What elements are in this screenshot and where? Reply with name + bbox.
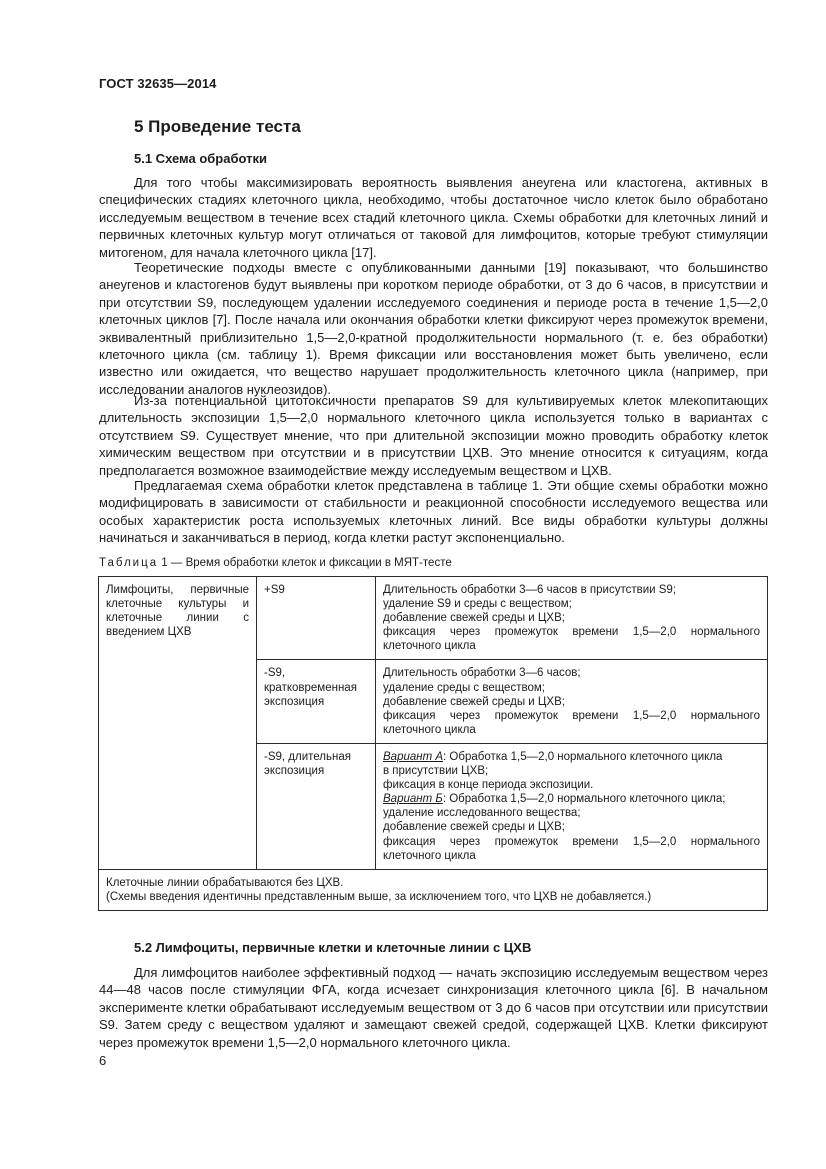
table-footer-row xyxy=(99,869,768,910)
procedure-line: удаление среды с веществом; xyxy=(383,681,545,694)
variant-a-line xyxy=(383,750,760,764)
procedure-line: фиксация в конце периода экспозиции. xyxy=(383,779,594,792)
page-number: 6 xyxy=(99,1053,107,1068)
procedure-cell xyxy=(376,743,768,869)
table-caption-label: Таблица xyxy=(99,557,159,569)
procedure-line: Длительность обработки 3—6 часов; xyxy=(383,667,581,680)
procedure-line: фиксация через промежуток времени 1,5—2,0 нормального xyxy=(383,709,760,722)
paragraph-2: Теоретические подходы вместе с опубликованными данными [19] показывают, что большинство анеугенов и кластогенов будут выявлены при коротком периоде обработки, от 3 до 6 часов, в присутствии и при отсутствии S9, последующем удалении исследуемого соединения и периоде роста в течение 1,5—2,0 клеточных циклов [7]. После начала или окончания обработки клетки фиксируют через промежуток времени, эквивалентный приблизительно 1,5—2,0-кратной продолжительности нормального (т. е. без обработки) клеточного цикла (см. таблицу 1). Время фиксации или восстановления может быть увеличено, если известно или ожидается, что вещество нарушает продолжительность клеточного цикла (например, при исследовании аналогов нуклеозидов). xyxy=(99,260,768,397)
procedure-line: клеточного цикла xyxy=(383,849,476,862)
procedure-line: в присутствии ЦХВ; xyxy=(383,765,489,778)
variant-b-line xyxy=(383,792,760,806)
variant-a-label: Вариант А xyxy=(383,750,444,763)
condition-cell: -S9, кратковременная экспозиция xyxy=(257,660,376,743)
procedure-line: клеточного цикла xyxy=(383,640,476,653)
subsection-title-5-1: 5.1 Схема обработки xyxy=(134,151,267,166)
paragraph-5: Для лимфоцитов наиболее эффективный подход — начать экспозицию исследуемым веществом через 44—48 часов после стимуляции ФГА, когда исчезает синхронизация клеточного цикла [6]. В начальном эксперименте клетки обрабатывают исследуемым веществом от 3 до 6 часов при отсутствии или присутствии S9. Затем среду с веществом удаляют и замещают свежей средой, содержащей ЦХВ. Клетки фиксируют через промежуток времени 1,5—2,0 нормального клеточного цикла. xyxy=(99,965,768,1050)
procedure-line: добавление свежей среды и ЦХВ; xyxy=(383,612,565,625)
procedure-line: удаление S9 и среды с веществом; xyxy=(383,598,572,611)
paragraph-1: Для того чтобы максимизировать вероятность выявления анеугена или кластогена, активных в специфических стадиях клеточного цикла, необходимо, чтобы достаточное число клеток было обработано исследуемым веществом в течение всех стадий клеточного цикла. Схемы обработки для клеточных линий и первичных клеточных культур могут отличаться от таковой для лимфоцитов, которые требуют стимуляции митогеном, для начала клеточного цикла [17]. xyxy=(99,175,768,260)
procedure-line: фиксация через промежуток времени 1,5—2,0 нормального xyxy=(383,626,760,639)
table-footer-line-2: (Схемы введения идентичны представленным выше, за исключением того, что ЦХВ не добавляется.) xyxy=(106,890,652,903)
procedure-line: клеточного цикла xyxy=(383,723,476,736)
row-group-label: Лимфоциты, первичные клеточные культуры и клеточные линии с введением ЦХВ xyxy=(99,577,257,870)
subsection-title-5-2: 5.2 Лимфоциты, первичные клетки и клеточные линии с ЦХВ xyxy=(134,940,532,955)
table-caption-text: 1 — Время обработки клеток и фиксации в МЯТ-тесте xyxy=(158,557,452,569)
variant-b-label: Вариант Б xyxy=(383,793,443,806)
variant-b-text: : Обработка 1,5—2,0 нормального клеточного цикла; xyxy=(442,793,726,806)
procedure-cell xyxy=(376,577,768,660)
table-footer-line-1: Клеточные линии обрабатываются без ЦХВ. xyxy=(106,876,344,889)
condition-cell: +S9 xyxy=(257,577,376,660)
table-caption xyxy=(99,557,452,569)
procedure-line: Длительность обработки 3—6 часов в присутствии S9; xyxy=(383,584,677,596)
procedure-cell xyxy=(376,660,768,743)
table-footer-cell xyxy=(99,869,768,910)
document-header: ГОСТ 32635—2014 xyxy=(99,76,217,91)
table-row xyxy=(99,577,768,660)
variant-a-text: : Обработка 1,5—2,0 нормального клеточного цикла xyxy=(443,750,723,763)
procedure-line: фиксация через промежуток времени 1,5—2,0 нормального xyxy=(383,835,760,848)
procedure-line: удаление исследованного вещества; xyxy=(383,807,581,820)
procedure-line: добавление свежей среды и ЦХВ; xyxy=(383,821,565,834)
condition-cell: -S9, длительная экспозиция xyxy=(257,743,376,869)
paragraph-3: Из-за потенциальной цитотоксичности препаратов S9 для культивируемых клеток млекопитающих длительность экспозиции 1,5—2,0 нормального клеточного цикла используется только в вариантах с отсутствием S9. Существует мнение, что при длительной экспозиции можно проводить обработку клеток химическим веществом при отсутствии и в присутствии ЦХВ. Это мнение относится к ситуациям, когда предполагается возможное взаимодействие между исследуемым веществом и ЦХВ. xyxy=(99,393,768,478)
paragraph-4: Предлагаемая схема обработки клеток представлена в таблице 1. Эти общие схемы обработки можно модифицировать в зависимости от стабильности и реакционной способности исследуемого вещества или особых характеристик роста используемых клеточных линий. Все виды обработки культуры должны начинаться и заканчиваться в период, когда клетки растут экспоненциально. xyxy=(99,478,768,546)
procedure-line: добавление свежей среды и ЦХВ; xyxy=(383,695,565,708)
section-title: 5 Проведение теста xyxy=(134,117,301,136)
treatment-table xyxy=(98,576,768,911)
